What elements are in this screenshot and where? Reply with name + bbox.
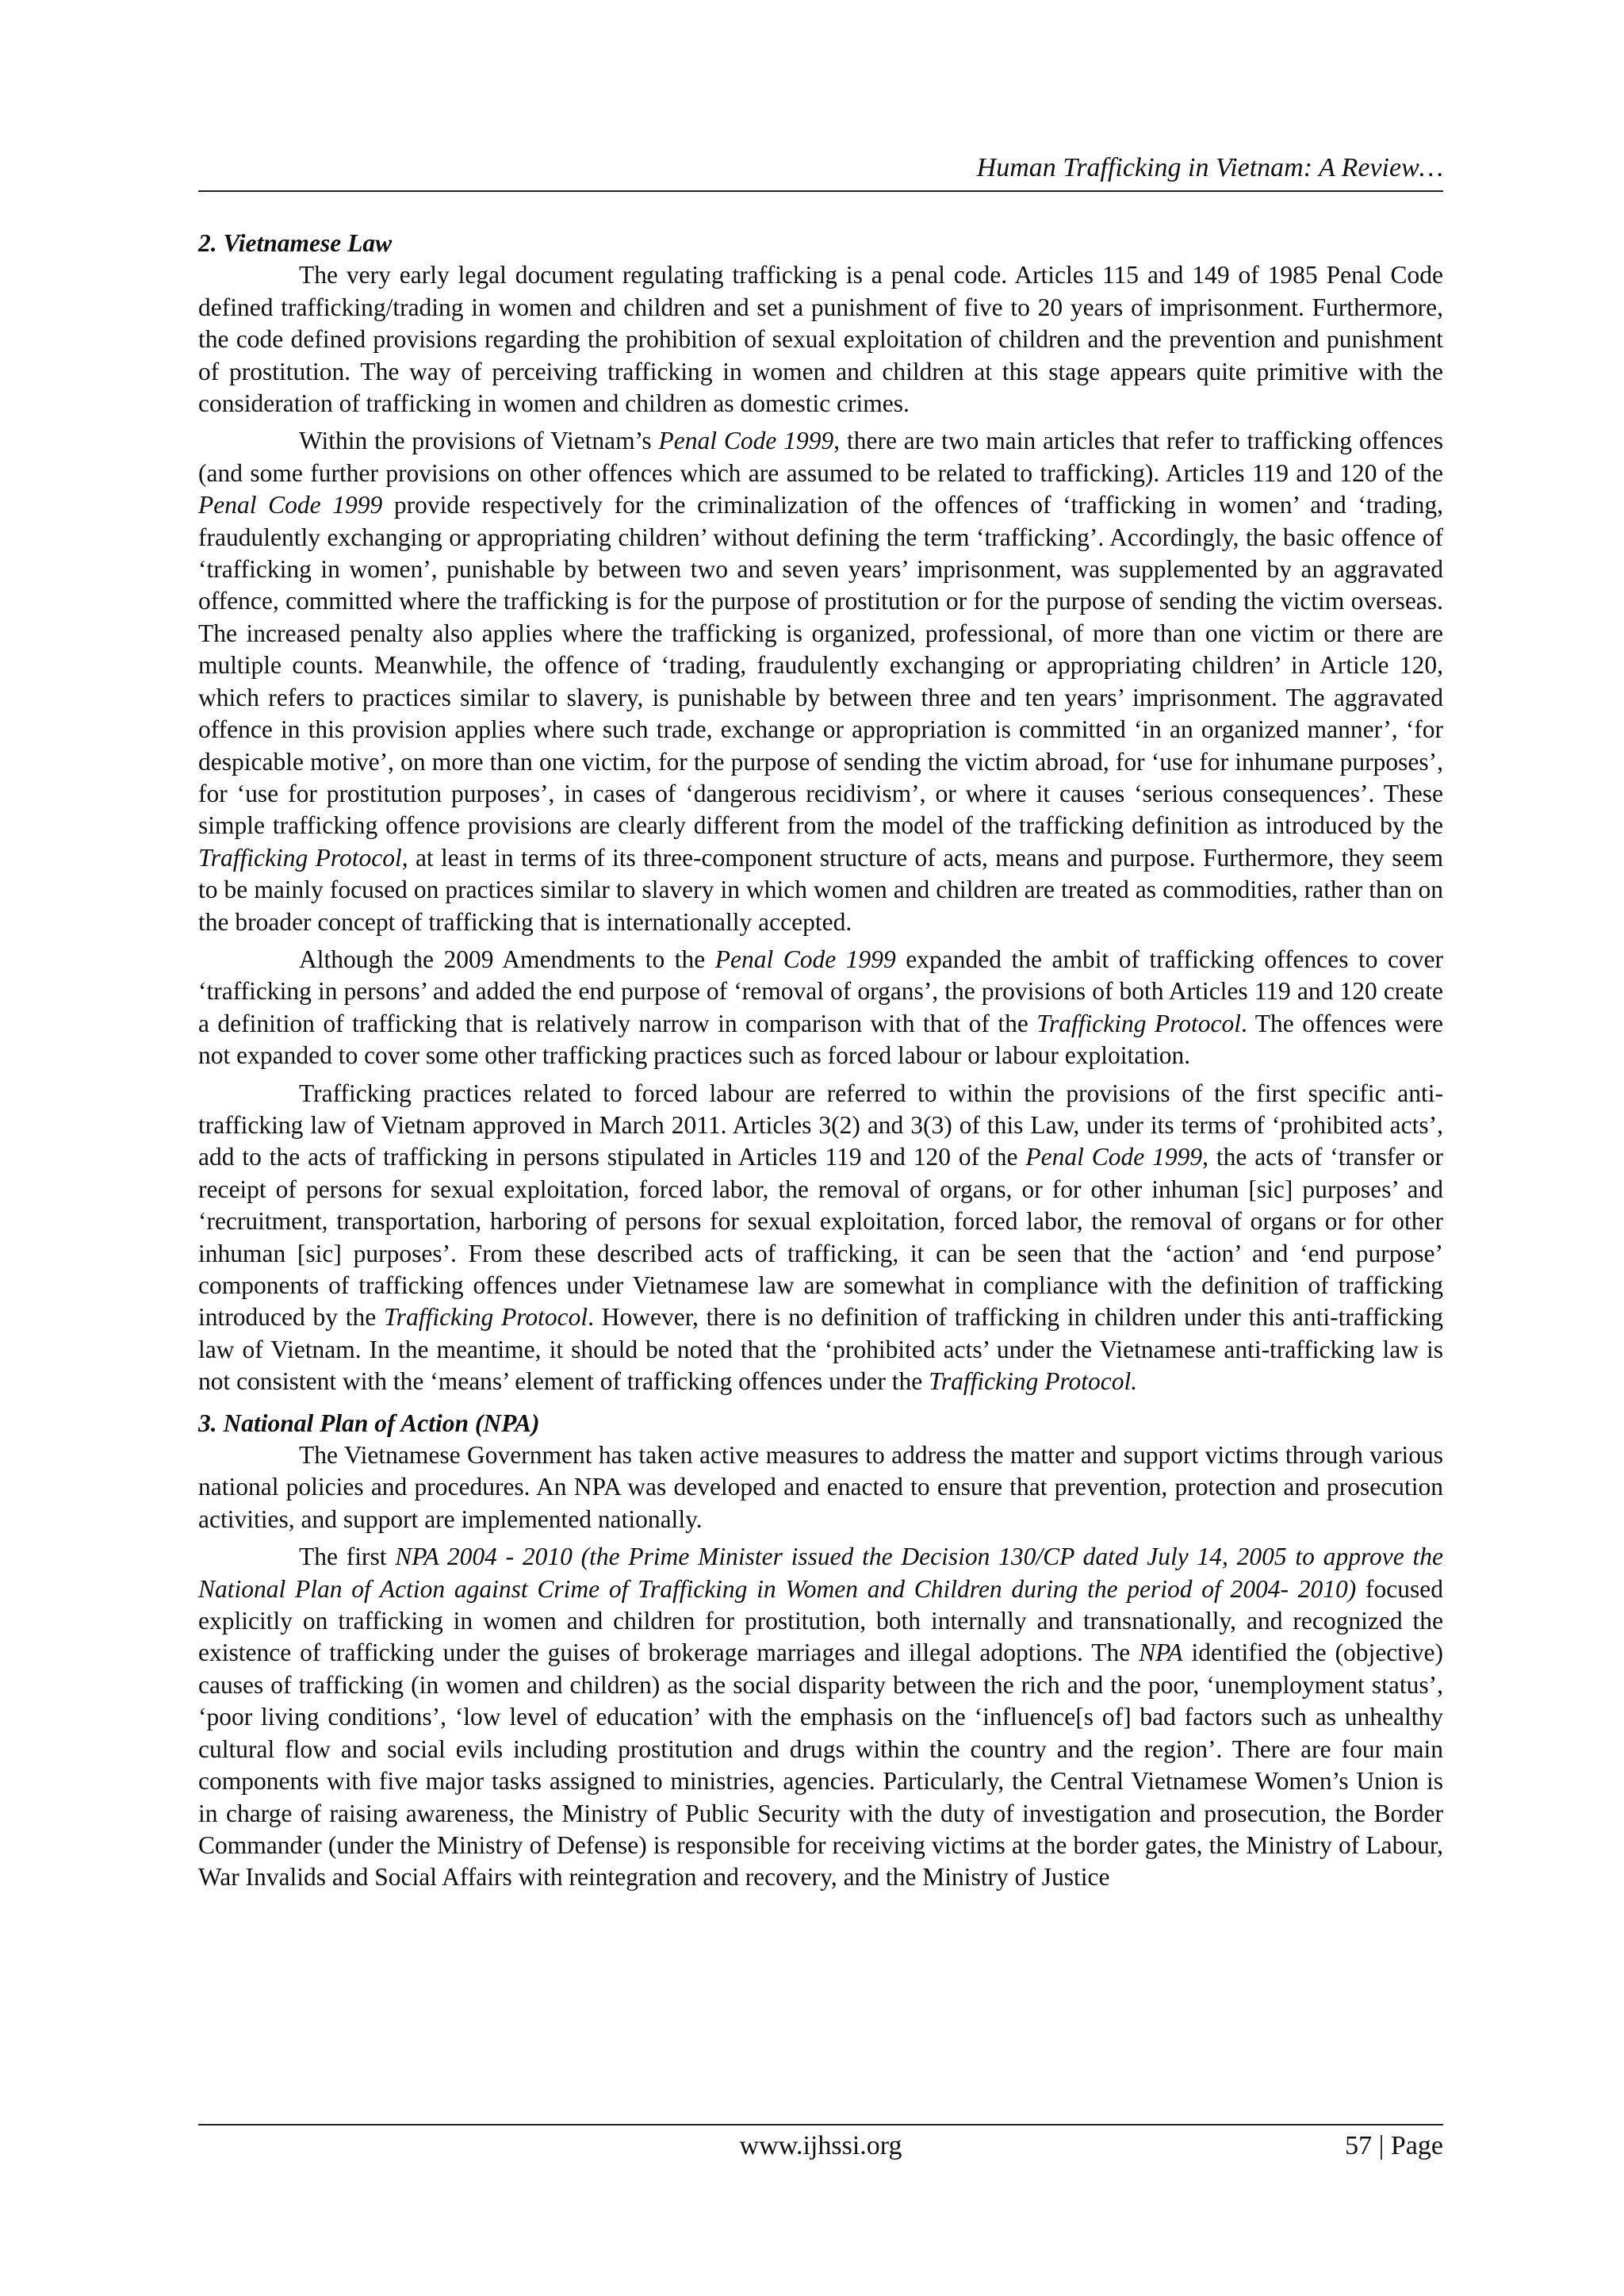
italic-reference: NPA 2004 - 2010 (the Prime Minister issued the Decision 130/CP dated July 14, 2005 to approve the National Plan of Action against Crime of Trafficking in Women and Children during the period of 2004- 2010) (198, 1543, 1443, 1603)
text-run: identified the (objective) causes of trafficking (in women and children) as the social disparity between the rich and the poor, ‘unemployment status’, ‘poor living conditions’, ‘low level of education’ with the emphasis on the ‘influence[s of] bad factors such as unhealthy cultural flow and social evils including prostitution and drugs within the country and the region’. There are four main components with five major tasks assigned to ministries, agencies. Particularly, the Central Vietnamese Women’s Union is in charge of raising awareness, the Ministry of Public Security with the duty of investigation and prosecution, the Border Commander (under the Ministry of Defense) is responsible for receiving victims at the border gates, the Ministry of Labour, War Invalids and Social Affairs with reintegration and recovery, and the Ministry of Justice (198, 1639, 1443, 1892)
page-footer (198, 2129, 1443, 2163)
italic-reference: NPA (1139, 1639, 1183, 1667)
italic-reference: Trafficking Protocol (198, 843, 402, 872)
text-run: expanded the ambit of trafficking offences to cover ‘trafficking in persons’ and added the end purpose of ‘removal of organs’, the provisions of both Articles 119 and 120 create a definition of trafficking that is relatively narrow in comparison with that of the (198, 945, 1443, 1037)
text-run: Although the 2009 Amendments to the (299, 945, 715, 973)
text-run: , there are two main articles that refer to trafficking offences (and some further provisions on other offences which are assumed to be related to trafficking). Articles 119 and 120 of the (198, 427, 1443, 487)
paragraph (198, 425, 1443, 938)
text-run: focused explicitly on trafficking in women and children for prostitution, both internally and transnationally, and recognized the existence of trafficking under the guises of brokerage marriages and illegal adoptions. The (198, 1574, 1443, 1667)
text-run: , the acts of ‘transfer or receipt of persons for sexual exploitation, forced labor, the removal of organs, or for other inhuman [sic] purposes’ and ‘recruitment, transportation, harboring of persons for sexual exploitation, forced labor, the removal of organs or for other inhuman [sic] purposes’. From these described acts of trafficking, it can be seen that the ‘action’ and ‘end purpose’ components of trafficking offences under Vietnamese law are somewhat in compliance with the definition of trafficking introduced by the (198, 1143, 1444, 1332)
journal-url-link[interactable]: www.ijhssi.org (739, 2131, 902, 2160)
header-divider (198, 190, 1443, 192)
paragraph (198, 1439, 1443, 1535)
italic-reference: Penal Code 1999 (714, 945, 896, 973)
text-run: The Vietnamese Government has taken active measures to address the matter and support victims through various national policies and procedures. An NPA was developed and enacted to ensure that prevention, protection and prosecution activities, and support are implemented nationally. (198, 1441, 1443, 1533)
article-body (198, 228, 1443, 1899)
section-title: 3. National Plan of Action (NPA) (198, 1409, 540, 1437)
paragraph (198, 259, 1443, 420)
italic-reference: Penal Code 1999 (198, 491, 383, 519)
text-run: Trafficking practices related to forced labour are referred to within the provisions of the first specific anti-trafficking law of Vietnam approved in March 2011. Articles 3(2) and 3(3) of this Law, under its terms of ‘prohibited acts’, add to the acts of trafficking in persons stipulated in Articles 119 and 120 of the (198, 1079, 1443, 1171)
paragraph (198, 1541, 1443, 1893)
section-title: 2. Vietnamese Law (198, 229, 393, 257)
italic-reference: Penal Code 1999 (1025, 1143, 1203, 1171)
italic-reference: Penal Code 1999 (658, 427, 834, 455)
text-run: , at least in terms of its three-component structure of acts, means and purpose. Furthermore, they seem to be mainly focused on practices similar to slavery in which women and children are treated as commodities, rather than on the broader concept of trafficking that is internationally accepted. (198, 843, 1443, 936)
section-vietnamese-law (198, 228, 1443, 1398)
footer-divider (198, 2124, 1443, 2125)
paragraph (198, 944, 1443, 1072)
paragraph (198, 1078, 1443, 1398)
italic-reference: Trafficking Protocol. (929, 1367, 1138, 1396)
italic-reference: Trafficking Protocol (384, 1303, 588, 1332)
text-run: The first (299, 1543, 396, 1571)
text-run: The very early legal document regulating trafficking is a penal code. Articles 115 and 149 of 1985 Penal Code defined trafficking/trading in women and children and set a punishment of five to 20 years of imprisonment. Furthermore, the code defined provisions regarding the prohibition of sexual exploitation of children and the prevention and punishment of prostitution. The way of perceiving trafficking in women and children at this stage appears quite primitive with the consideration of trafficking in women and children as domestic crimes. (198, 261, 1443, 418)
text-run: . The offences were not expanded to cover some other trafficking practices such as forced labour or labour exploitation. (198, 1009, 1444, 1070)
text-run: Within the provisions of Vietnam’s (299, 427, 659, 455)
section-national-plan-of-action (198, 1408, 1443, 1894)
text-run: . However, there is no definition of trafficking in children under this anti-trafficking law of Vietnam. In the meantime, it should be noted that the ‘prohibited acts’ under the Vietnamese anti-trafficking law is not consistent with the ‘means’ element of trafficking offences under the (198, 1303, 1443, 1396)
text-run: provide respectively for the criminalization of the offences of ‘trafficking in women’ and ‘trading, fraudulently exchanging or appropriating children’ without defining the term ‘trafficking’. Accordingly, the basic offence of ‘trafficking in women’, punishable by between two and seven years’ imprisonment, was supplemented by an aggravated offence, committed where the trafficking is for the purpose of prostitution or for the purpose of sending the victim overseas. The increased penalty also applies where the trafficking is organized, professional, of more than one victim or there are multiple counts. Meanwhile, the offence of ‘trading, fraudulently exchanging or appropriating children’ in Article 120, which refers to practices similar to slavery, is punishable by between three and ten years’ imprisonment. The aggravated offence in this provision applies where such trade, exchange or appropriation is committed ‘in an organized manner’, ‘for despicable motive’, on more than one victim, for the purpose of sending the victim abroad, for ‘use for inhumane purposes’, for ‘use for prostitution purposes’, in cases of ‘dangerous recidivism’, or where it causes ‘serious consequences’. These simple trafficking offence provisions are clearly different from the model of the trafficking definition as introduced by the (198, 491, 1443, 840)
page-number: 57 | Page (1345, 2131, 1443, 2160)
running-header-title: Human Trafficking in Vietnam: A Review… (976, 153, 1443, 182)
italic-reference: Trafficking Protocol (1036, 1009, 1242, 1037)
